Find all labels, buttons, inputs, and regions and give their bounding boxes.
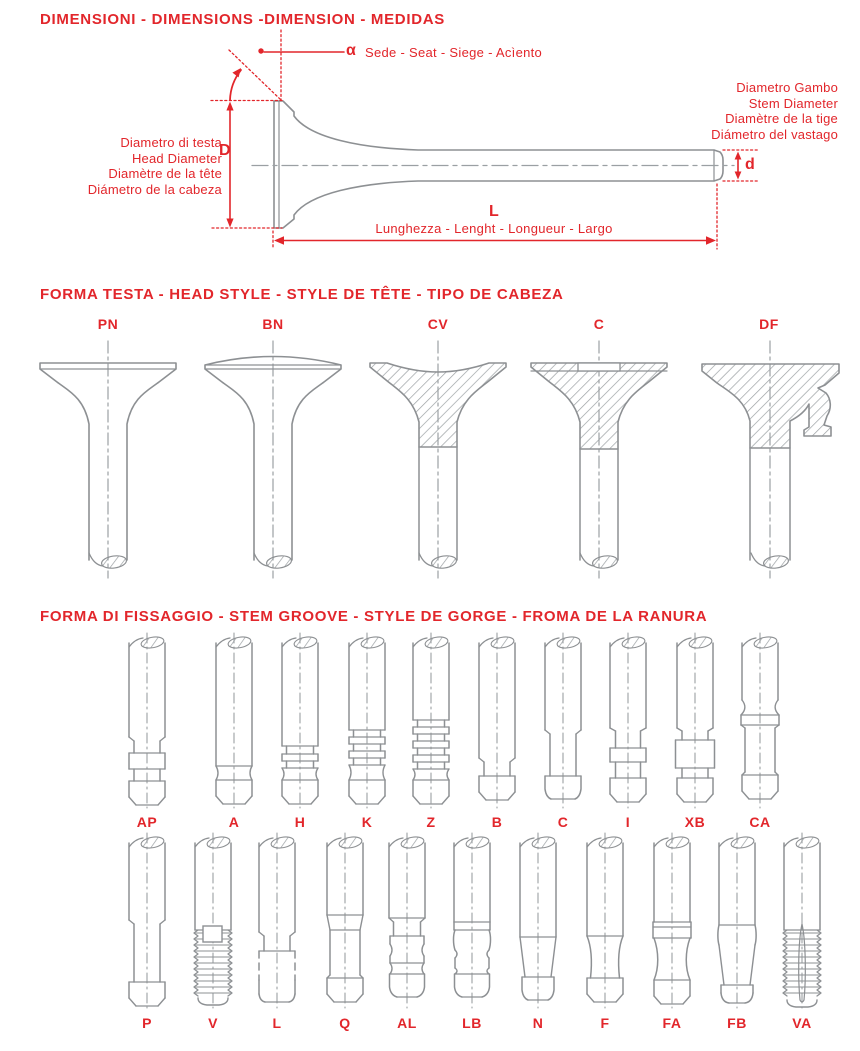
head-style-label-BN: BN bbox=[262, 316, 284, 332]
head-style-C-drawing bbox=[514, 336, 684, 586]
stem-groove-I-drawing bbox=[592, 630, 664, 812]
stem-groove-label-CA: CA bbox=[749, 814, 771, 830]
head-style-label-C: C bbox=[593, 316, 605, 332]
stem-grooves-section-title: FORMA DI FISSAGGIO - STEM GROOVE - STYLE DE GORGE - FROMA DE LA RANURA bbox=[40, 608, 708, 625]
stem-groove-LB-drawing bbox=[436, 830, 508, 1012]
stem-diameter-labels bbox=[711, 80, 838, 142]
head-diameter-line-es: Diámetro de la cabeza bbox=[87, 181, 222, 197]
stem-diameter-symbol: d bbox=[745, 156, 755, 173]
head-diameter-symbol: D bbox=[219, 142, 231, 159]
stem-groove-AL-drawing bbox=[371, 830, 443, 1012]
stem-groove-A-drawing bbox=[198, 630, 270, 812]
head-style-BN-drawing bbox=[188, 336, 358, 586]
dimensions-section-title: DIMENSIONI - DIMENSIONS -DIMENSION - MEDIDAS bbox=[40, 11, 445, 28]
stem-groove-label-F: F bbox=[600, 1015, 610, 1031]
stem-groove-L-drawing bbox=[241, 830, 313, 1012]
stem-groove-label-N: N bbox=[532, 1015, 544, 1031]
stem-groove-label-P: P bbox=[142, 1015, 152, 1031]
head-style-label-CV: CV bbox=[427, 316, 449, 332]
head-style-label-DF: DF bbox=[759, 316, 779, 332]
stem-groove-FA-drawing bbox=[636, 830, 708, 1012]
stem-diameter-line-it: Diametro Gambo bbox=[736, 80, 838, 95]
stem-groove-Z-drawing bbox=[395, 630, 467, 812]
stem-groove-CA-drawing bbox=[724, 630, 796, 812]
stem-groove-label-I: I bbox=[625, 814, 631, 830]
length-label: Lunghezza - Lenght - Longueur - Largo bbox=[375, 221, 613, 236]
stem-groove-C-drawing bbox=[527, 630, 599, 812]
head-diameter-line-fr: Diamètre de la tête bbox=[108, 166, 222, 181]
stem-groove-label-XB: XB bbox=[684, 814, 706, 830]
stem-groove-label-C: C bbox=[557, 814, 569, 830]
stem-groove-label-FB: FB bbox=[727, 1015, 747, 1031]
stem-groove-label-B: B bbox=[491, 814, 503, 830]
head-style-CV-drawing bbox=[353, 336, 523, 586]
stem-groove-label-FA: FA bbox=[662, 1015, 682, 1031]
head-diameter-labels bbox=[88, 135, 222, 197]
stem-groove-label-Z: Z bbox=[426, 814, 436, 830]
stem-diameter-line-en: Stem Diameter bbox=[748, 95, 838, 111]
stem-groove-label-AL: AL bbox=[397, 1015, 417, 1031]
stem-groove-F-drawing bbox=[569, 830, 641, 1012]
stem-groove-label-AP: AP bbox=[136, 814, 158, 830]
length-symbol: L bbox=[489, 203, 499, 220]
stem-diameter-line-es: Diámetro del vastago bbox=[711, 126, 838, 142]
stem-groove-label-L: L bbox=[272, 1015, 282, 1031]
stem-groove-B-drawing bbox=[461, 630, 533, 812]
head-styles-section-title: FORMA TESTA - HEAD STYLE - STYLE DE TÊTE - TIPO DE CABEZA bbox=[40, 286, 564, 303]
stem-groove-V-drawing bbox=[177, 830, 249, 1012]
stem-groove-XB-drawing bbox=[659, 630, 731, 812]
stem-groove-label-A: A bbox=[228, 814, 240, 830]
head-style-PN-drawing bbox=[23, 336, 193, 586]
stem-groove-label-Q: Q bbox=[339, 1015, 351, 1031]
head-style-DF-drawing bbox=[684, 336, 854, 586]
stem-groove-N-drawing bbox=[502, 830, 574, 1012]
head-diameter-line-en: Head Diameter bbox=[131, 150, 222, 166]
stem-groove-label-K: K bbox=[361, 814, 373, 830]
stem-groove-label-V: V bbox=[208, 1015, 218, 1031]
stem-groove-AP-drawing bbox=[111, 630, 183, 812]
stem-groove-FB-drawing bbox=[701, 830, 773, 1012]
head-style-label-PN: PN bbox=[97, 316, 119, 332]
stem-groove-VA-drawing bbox=[766, 830, 838, 1012]
stem-groove-label-LB: LB bbox=[462, 1015, 482, 1031]
stem-groove-label-H: H bbox=[294, 814, 306, 830]
stem-groove-H-drawing bbox=[264, 630, 336, 812]
stem-diameter-line-fr: Diamètre de la tige bbox=[725, 111, 838, 126]
head-diameter-line-it: Diametro di testa bbox=[120, 135, 222, 150]
stem-groove-P-drawing bbox=[111, 830, 183, 1012]
seat-label: Sede - Seat - Siege - Acìento bbox=[365, 45, 543, 60]
stem-groove-K-drawing bbox=[331, 630, 403, 812]
seat-angle-symbol: α bbox=[346, 42, 356, 59]
stem-groove-label-VA: VA bbox=[792, 1015, 812, 1031]
